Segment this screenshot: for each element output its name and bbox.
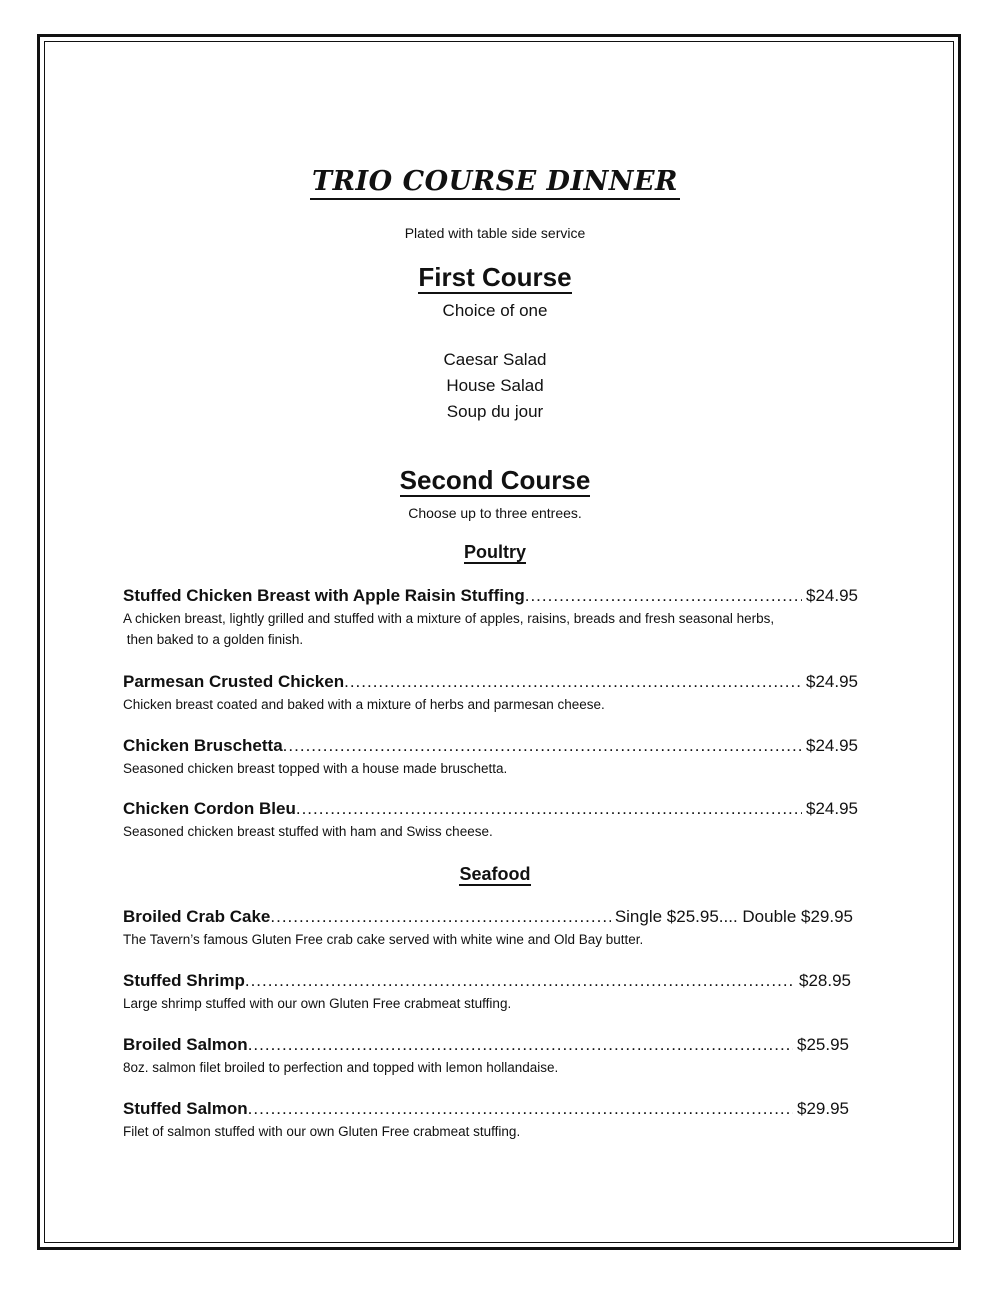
menu-item [123, 736, 858, 779]
dot-leader [525, 586, 802, 606]
dot-leader [245, 971, 795, 991]
menu-item-description: The Tavern’s famous Gluten Free crab cake served with white wine and Old Bay butter. [123, 932, 644, 947]
menu-item [123, 799, 858, 842]
menu-item-price: $29.95 [797, 1099, 849, 1118]
menu-item-description: Chicken breast coated and baked with a mixture of herbs and parmesan cheese. [123, 697, 605, 712]
menu-title: TRIO COURSE DINNER [0, 166, 990, 200]
menu-item-price: $24.95 [806, 586, 858, 605]
menu-item-name: Stuffed Salmon [123, 1099, 248, 1118]
menu-item [123, 1035, 849, 1078]
first-course-item: Soup du jour [446, 402, 544, 421]
first-course-item: House Salad [446, 376, 544, 395]
menu-item [123, 907, 853, 950]
dot-leader [344, 672, 802, 692]
second-course-heading: Second Course [399, 465, 591, 495]
dot-leader [283, 736, 802, 756]
menu-item-name: Stuffed Shrimp [123, 971, 245, 990]
menu-item-description: Filet of salmon stuffed with our own Gluten Free crabmeat stuffing. [123, 1124, 521, 1139]
menu-item-name: Parmesan Crusted Chicken [123, 672, 345, 691]
menu-item-price: $24.95 [806, 672, 858, 691]
poultry-heading: Poultry [463, 542, 526, 562]
menu-item [123, 672, 858, 715]
menu-item-name: Stuffed Chicken Breast with Apple Raisin Stuffing [123, 586, 525, 605]
second-course-note: Choose up to three entrees. [408, 505, 582, 521]
menu-item-price: $24.95 [806, 736, 858, 755]
menu-item-price: $28.95 [799, 971, 851, 990]
dot-leader [248, 1099, 793, 1119]
menu-item-price: $24.95 [806, 799, 858, 818]
menu-item-description: Large shrimp stuffed with our own Gluten Free crabmeat stuffing. [123, 996, 512, 1011]
menu-item-name: Broiled Crab Cake [123, 907, 271, 926]
seafood-heading: Seafood [459, 864, 531, 884]
menu-item-price: Single $25.95.... Double $29.95 [614, 907, 853, 926]
menu-item-price: $25.95 [797, 1035, 849, 1054]
menu-item-description: Seasoned chicken breast topped with a house made bruschetta. [123, 761, 508, 776]
dot-leader [296, 799, 802, 819]
menu-item [123, 586, 858, 650]
menu-item-name: Chicken Cordon Bleu [123, 799, 296, 818]
menu-item-description: Seasoned chicken breast stuffed with ham and Swiss cheese. [123, 824, 493, 839]
dot-leader [248, 1035, 793, 1055]
menu-item-name: Chicken Bruschetta [123, 736, 283, 755]
first-course-heading: First Course [418, 262, 572, 292]
menu-item [123, 1099, 849, 1142]
dot-leader [270, 907, 610, 927]
menu-item [123, 971, 851, 1014]
menu-item-name: Broiled Salmon [123, 1035, 248, 1054]
menu-item-description: A chicken breast, lightly grilled and stuffed with a mixture of apples, raisins, breads and fresh seasonal herbs, then baked to a golden finish. [123, 611, 775, 647]
first-course-item: Caesar Salad [443, 350, 547, 369]
first-course-note: Choice of one [442, 301, 548, 320]
menu-subtitle: Plated with table side service [404, 225, 586, 241]
menu-item-description: 8oz. salmon filet broiled to perfection and topped with lemon hollandaise. [123, 1060, 559, 1075]
